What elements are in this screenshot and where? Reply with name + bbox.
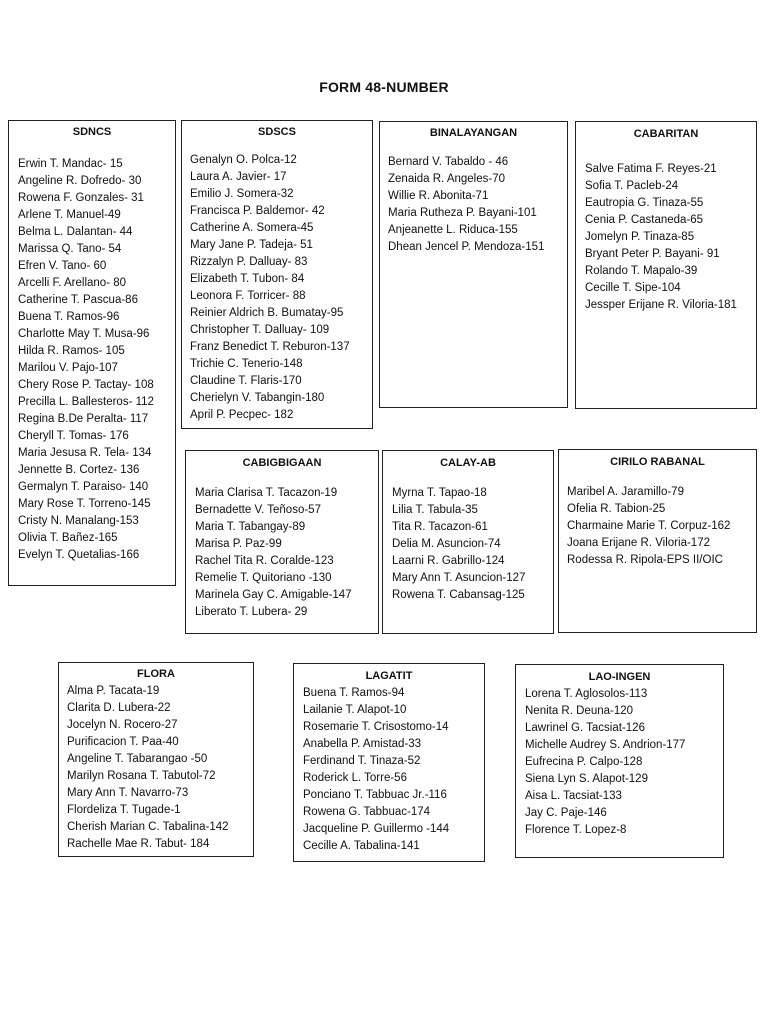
school-box-lagatit [293,663,485,862]
staff-entry: Rizzalyn P. Dalluay- 83 [190,256,308,268]
staff-entry: Marilou V. Pajo-107 [18,362,118,374]
staff-entry: Jennette B. Cortez- 136 [18,464,140,476]
staff-entry: Emilio J. Somera-32 [190,188,294,200]
staff-entry: Efren V. Tano- 60 [18,260,107,272]
school-heading: CABARITAN [633,128,699,140]
staff-entry: Germalyn T. Paraiso- 140 [18,481,149,493]
staff-entry: Nenita R. Deuna-120 [525,705,634,717]
staff-entry: Aisa L. Tacsiat-133 [525,790,622,802]
staff-entry: Catherine A. Somera-45 [190,222,314,234]
staff-entry: Chery Rose P. Tactay- 108 [18,379,154,391]
staff-entry: Mary Ann T. Asuncion-127 [392,572,526,584]
school-heading: SDSCS [258,126,296,138]
staff-entry: Willie R. Abonita-71 [388,190,489,202]
school-heading: CALAY-AB [440,457,496,469]
staff-entry: Laura A. Javier- 17 [190,171,287,183]
school-box-sdscs [181,120,373,429]
staff-entry: Rolando T. Mapalo-39 [585,265,698,277]
school-box-cabaritan [575,121,757,409]
school-heading: BINALAYANGAN [429,127,518,139]
staff-entry: Mary Ann T. Navarro-73 [67,787,189,799]
school-box-flora [58,662,254,857]
staff-entry: Dhean Jencel P. Mendoza-151 [388,241,545,253]
school-heading: LAO-INGEN [588,671,651,683]
staff-entry: Florence T. Lopez-8 [525,824,627,836]
staff-entry: Maria Rutheza P. Bayani-101 [388,207,537,219]
staff-entry: Maria T. Tabangay-89 [195,521,306,533]
staff-entry: Rowena T. Cabansag-125 [392,589,525,601]
staff-entry: Marilyn Rosana T. Tabutol-72 [67,770,216,782]
staff-entry: Anjeanette L. Riduca-155 [388,224,518,236]
staff-entry: Salve Fatima F. Reyes-21 [585,163,717,175]
staff-list [567,484,756,569]
staff-entry: Zenaida R. Angeles-70 [388,173,505,185]
staff-entry: Jay C. Paje-146 [525,807,607,819]
staff-entry: Franz Benedict T. Reburon-137 [190,341,350,353]
staff-entry: Roderick L. Torre-56 [303,772,407,784]
staff-entry: Tita R. Tacazon-61 [392,521,488,533]
staff-entry: Joana Erijane R. Viloria-172 [567,537,710,549]
school-box-sdncs [8,120,176,586]
staff-entry: Evelyn T. Quetalias-166 [18,549,140,561]
staff-entry: Elizabeth T. Tubon- 84 [190,273,305,285]
staff-entry: Liberato T. Lubera- 29 [195,606,308,618]
staff-entry: Reinier Aldrich B. Bumatay-95 [190,307,344,319]
staff-entry: Rowena F. Gonzales- 31 [18,192,144,204]
staff-entry: Cecille T. Sipe-104 [585,282,681,294]
school-heading: CIRILO RABANAL [610,456,705,468]
staff-entry: Arcelli F. Arellano- 80 [18,277,127,289]
staff-list [18,156,175,564]
staff-entry: Cherielyn V. Tabangin-180 [190,392,325,404]
staff-entry: Cheryll T. Tomas- 176 [18,430,129,442]
staff-entry: Marissa Q. Tano- 54 [18,243,122,255]
staff-entry: Cenia P. Castaneda-65 [585,214,704,226]
staff-list [303,685,484,855]
school-box-calay-ab [382,450,554,634]
staff-entry: Mary Rose T. Torreno-145 [18,498,151,510]
staff-entry: Delia M. Asuncion-74 [392,538,501,550]
staff-entry: Rowena G. Tabbuac-174 [303,806,431,818]
staff-entry: Anabella P. Amistad-33 [303,738,422,750]
staff-entry: Olivia T. Bañez-165 [18,532,118,544]
staff-entry: Charlotte May T. Musa-96 [18,328,150,340]
staff-entry: Purificacion T. Paa-40 [67,736,179,748]
school-box-binalayangan [379,121,568,408]
staff-entry: Ofelia R. Tabion-25 [567,503,666,515]
staff-entry: Ferdinand T. Tinaza-52 [303,755,421,767]
school-heading: FLORA [137,668,175,680]
staff-list [392,485,553,604]
staff-entry: Angeline R. Dofredo- 30 [18,175,142,187]
staff-entry: Genalyn O. Polca-12 [190,154,297,166]
staff-list [195,485,378,621]
staff-list [388,154,567,256]
staff-entry: Jomelyn P. Tinaza-85 [585,231,695,243]
staff-entry: Trichie C. Tenerio-148 [190,358,303,370]
school-box-cabigbigaan [185,450,379,634]
staff-entry: Maria Clarisa T. Tacazon-19 [195,487,338,499]
staff-entry: Catherine T. Pascua-86 [18,294,138,306]
staff-entry: Erwin T. Mandac- 15 [18,158,123,170]
staff-entry: Lorena T. Aglosolos-113 [525,688,648,700]
school-heading: LAGATIT [365,670,413,682]
staff-entry: Flordeliza T. Tugade-1 [67,804,181,816]
staff-entry: Jacqueline P. Guillermo -144 [303,823,450,835]
school-heading: SDNCS [72,126,112,138]
staff-entry: Michelle Audrey S. Andrion-177 [525,739,686,751]
staff-entry: Remelie T. Quitoriano -130 [195,572,332,584]
staff-entry: Christopher T. Dalluay- 109 [190,324,330,336]
staff-entry: Clarita D. Lubera-22 [67,702,171,714]
staff-entry: Bryant Peter P. Bayani- 91 [585,248,720,260]
staff-entry: Sofia T. Pacleb-24 [585,180,679,192]
staff-entry: Maribel A. Jaramillo-79 [567,486,684,498]
staff-entry: Rachelle Mae R. Tabut- 184 [67,838,210,850]
staff-entry: Cherish Marian C. Tabalina-142 [67,821,229,833]
staff-entry: Charmaine Marie T. Corpuz-162 [567,520,731,532]
staff-list [67,683,253,853]
staff-entry: Rodessa R. Ripola-EPS II/OIC [567,554,723,566]
staff-entry: Precilla L. Ballesteros- 112 [18,396,154,408]
staff-entry: Jocelyn N. Rocero-27 [67,719,178,731]
staff-entry: Ponciano T. Tabbuac Jr.-116 [303,789,447,801]
staff-entry: Hilda R. Ramos- 105 [18,345,125,357]
staff-entry: Rachel Tita R. Coralde-123 [195,555,334,567]
staff-entry: Belma L. Dalantan- 44 [18,226,133,238]
staff-entry: Marisa P. Paz-99 [195,538,282,550]
staff-entry: Lailanie T. Alapot-10 [303,704,407,716]
staff-entry: Maria Jesusa R. Tela- 134 [18,447,152,459]
staff-entry: Lawrinel G. Tacsiat-126 [525,722,645,734]
staff-list [525,686,723,839]
staff-entry: Bernard V. Tabaldo - 46 [388,156,509,168]
staff-entry: Buena T. Ramos-94 [303,687,405,699]
staff-entry: Buena T. Ramos-96 [18,311,120,323]
staff-entry: Angeline T. Tabarangao -50 [67,753,208,765]
staff-entry: Cristy N. Manalang-153 [18,515,139,527]
staff-entry: Alma P. Tacata-19 [67,685,160,697]
staff-entry: Arlene T. Manuel-49 [18,209,121,221]
staff-entry: Siena Lyn S. Alapot-129 [525,773,648,785]
staff-list [190,152,372,424]
school-box-cirilo-rabanal [558,449,757,633]
staff-entry: Claudine T. Flaris-170 [190,375,302,387]
staff-entry: Lilia T. Tabula-35 [392,504,478,516]
staff-entry: Laarni R. Gabrillo-124 [392,555,505,567]
staff-entry: Eautropia G. Tinaza-55 [585,197,704,209]
staff-entry: Jessper Erijane R. Viloria-181 [585,299,737,311]
staff-entry: Rosemarie T. Crisostomo-14 [303,721,449,733]
staff-entry: Leonora F. Torricer- 88 [190,290,306,302]
staff-list [585,161,756,314]
school-heading: CABIGBIGAAN [242,457,322,469]
staff-entry: Myrna T. Tapao-18 [392,487,487,499]
staff-entry: Regina B.De Peralta- 117 [18,413,149,425]
staff-entry: Francisca P. Baldemor- 42 [190,205,325,217]
staff-entry: April P. Pecpec- 182 [190,409,294,421]
page-title: FORM 48-NUMBER [319,79,449,95]
staff-entry: Eufrecina P. Calpo-128 [525,756,643,768]
staff-entry: Cecille A. Tabalina-141 [303,840,420,852]
staff-entry: Marinela Gay C. Amigable-147 [195,589,352,601]
staff-entry: Mary Jane P. Tadeja- 51 [190,239,313,251]
school-box-lao-ingen [515,664,724,858]
staff-entry: Bernadette V. Teñoso-57 [195,504,321,516]
